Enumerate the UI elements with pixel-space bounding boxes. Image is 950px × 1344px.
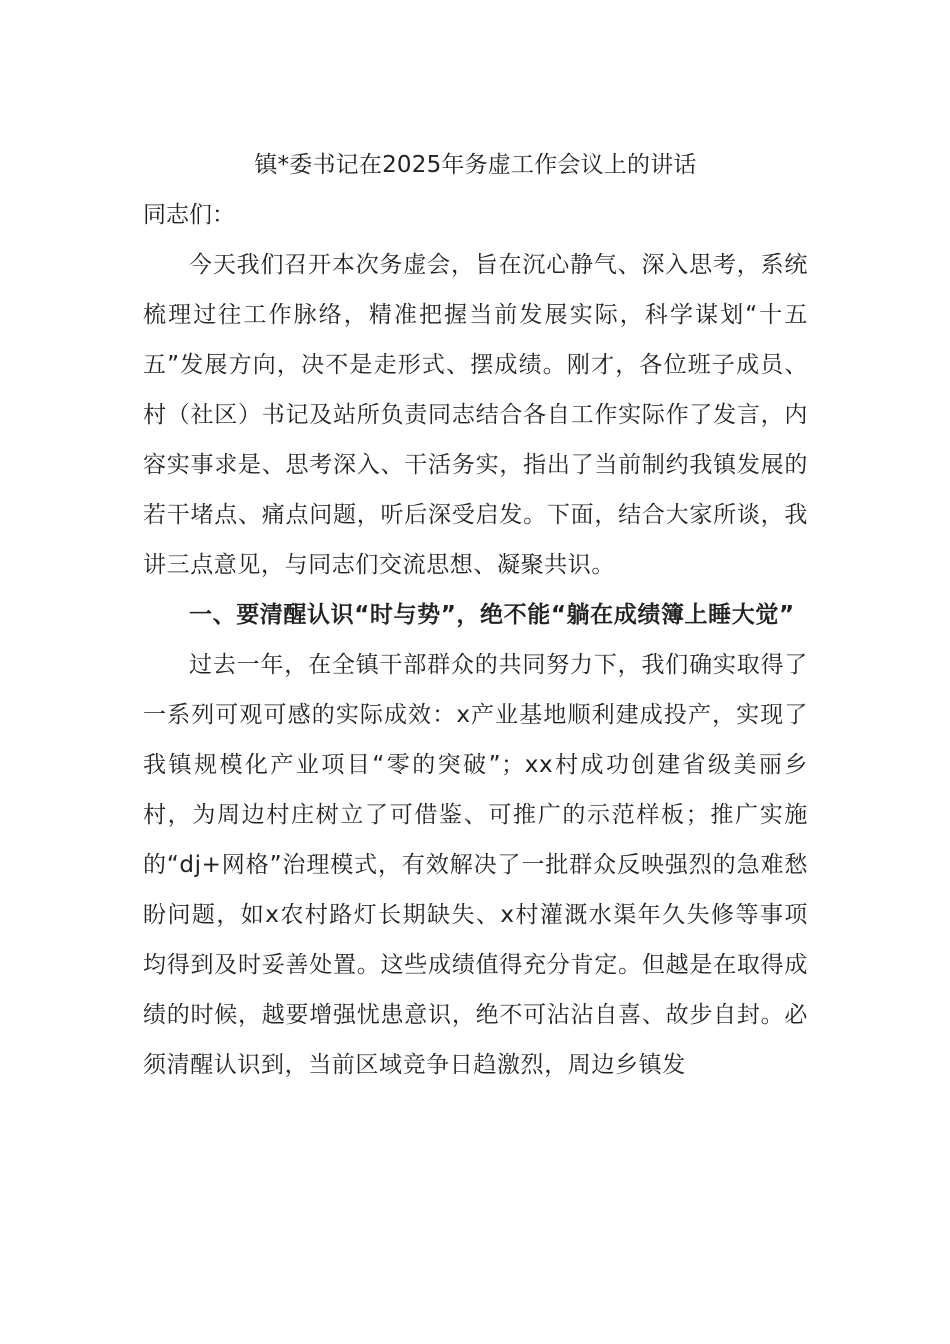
document-body xyxy=(143,140,808,1090)
salutation: 同志们： xyxy=(143,202,235,228)
opening-paragraph: 今天我们召开本次务虚会，旨在沉心静气、深入思考，系统梳理过往工作脉络，精准把握当前发展实际，科学谋划“十五五”发展方向，决不是走形式、摆成绩。刚才，各位班子成员、村（社区）书记及站所负责同志结合各自工作实际作了发言，内容实事求是、思考深入、干活务实，指出了当前制约我镇发展的若干堵点、痛点问题，听后深受启发。下面，结合大家所谈，我讲三点意见，与同志们交流思想、凝聚共识。 xyxy=(143,252,808,578)
document-title: 镇*委书记在2025年务虚工作会议上的讲话 xyxy=(254,152,697,178)
section-1-paragraph: 过去一年，在全镇干部群众的共同努力下，我们确实取得了一系列可观可感的实际成效：x产业基地顺利建成投产，实现了我镇规模化产业项目“零的突破”；xx村成功创建省级美丽乡村，为周边村庄树立了可借鉴、可推广的示范样板；推广实施的“dj+网格”治理模式，有效解决了一批群众反映强烈的急难愁盼问题，如x农村路灯长期缺失、x村灌溉水渠年久失修等事项均得到及时妥善处置。这些成绩值得充分肯定。但越是在取得成绩的时候，越要增强忧患意识，绝不可沾沾自喜、故步自封。必须清醒认识到，当前区域竞争日趋激烈，周边乡镇发 xyxy=(143,652,808,1078)
section-heading-1: 一、要清醒认识“时与势”，绝不能“躺在成绩簿上睡大觉” xyxy=(189,602,795,628)
